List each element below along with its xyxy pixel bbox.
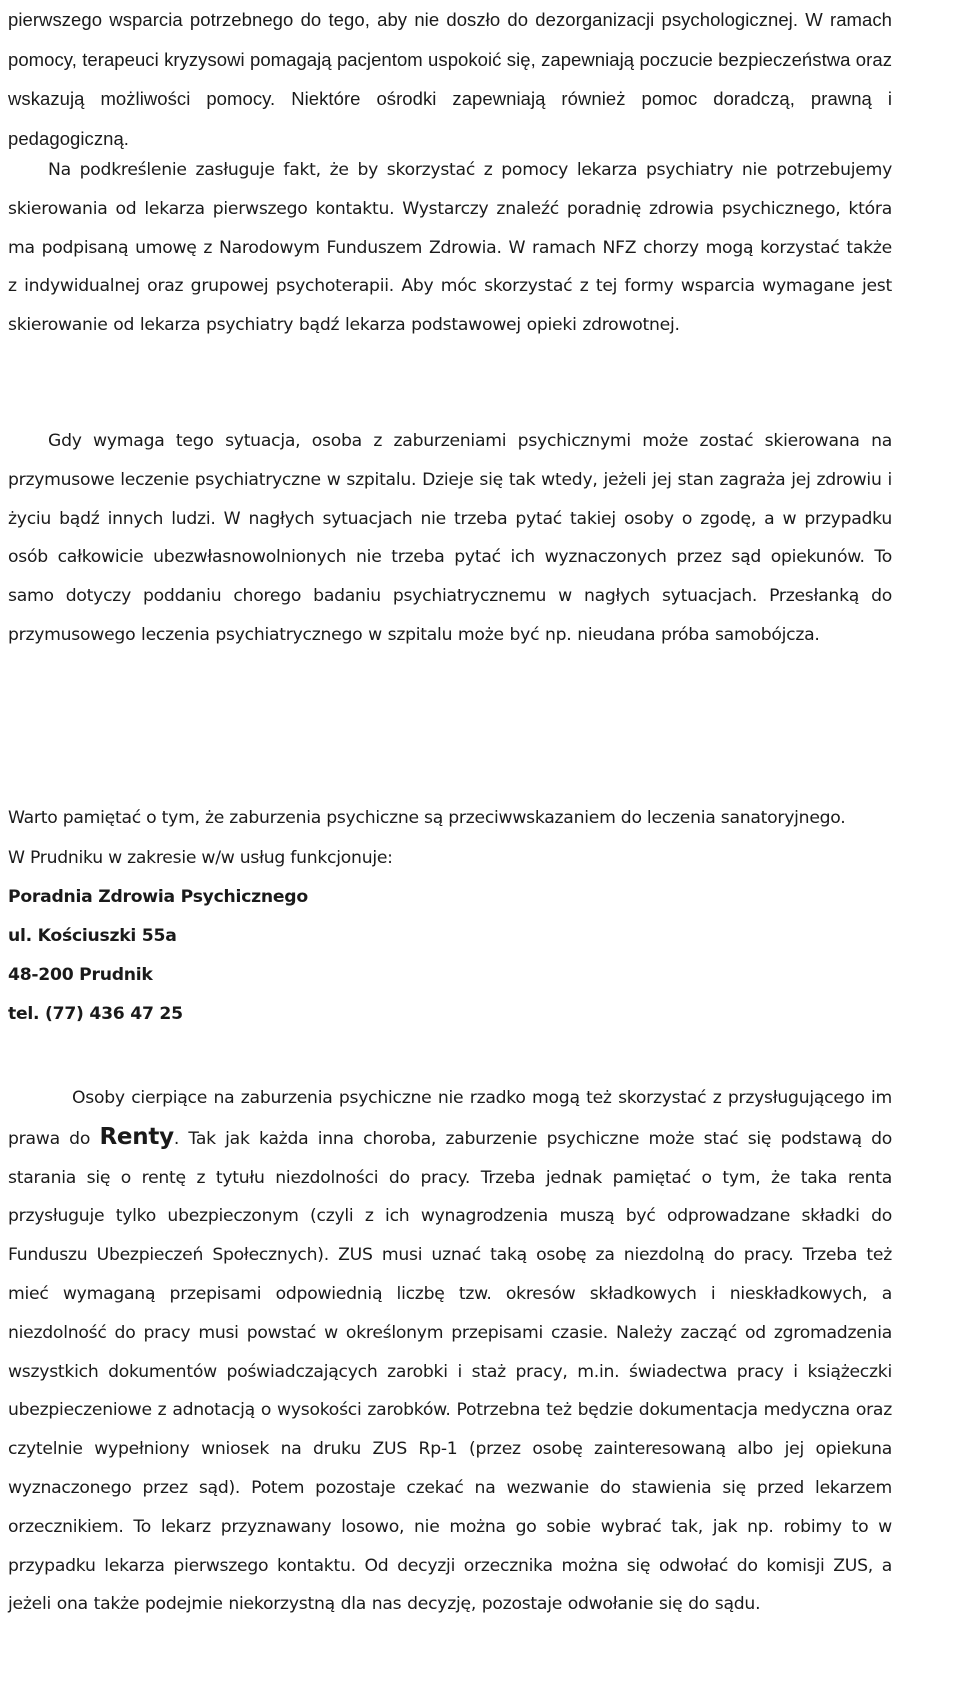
pension-text-after: . Tak jak każda inna choroba, zaburzenie psychiczne może stać się podstawą do starania się o rentę z tytułu niezdolności do pracy. Trzeba jednak pamiętać o tym, że taka renta przysługuje tylko ubezpieczonym (czyli z ich wynagrodzenia muszą być odprowadzane składki do Funduszu Ubezpieczeń Społecznych). ZUS musi uznać taką osobę za niezdolną do pracy. Trzeba też mieć wymaganą przepisami odpowiednią liczbę tzw. okresów składkowych i nieskładkowych, a niezdolność do pracy musi powstać w określonym przepisami czasie. Należy zacząć od zgromadzenia wszystkich dokumentów poświadczających zarobki i staż pracy, m.in. świadectwa pracy i książeczki ubezpieczeniowe z adnotacją o wysokości zarobków. Potrzebna też będzie dokumentacja medyczna oraz czytelnie wypełniony wniosek na druku ZUS Rp-1 (przez osobę zainteresowaną albo jej opiekuna wyznaczonego przez sąd). Potem pozostaje czekać na wezwanie do stawienia się przed lekarzem orzecznikiem. To lekarz przyznawany losowo, nie można go sobie wybrać tak, jak np. robimy to w przypadku lekarza pierwszego kontaktu. Od decyzji orzecznika można się odwołać do komisji ZUS, a jeżeli ona także podejmie niekorzystną dla nas decyzję, pozostaje odwołanie się do sądu.: [8, 1128, 892, 1615]
pension-text-before: Osoby cierpiące na zaburzenia psychiczne nie rzadko mogą też skorzystać z przysługującego im prawa do: [8, 1088, 892, 1149]
address-city: 48-200 Prudnik: [8, 965, 153, 985]
paragraph-crisis-help: pierwszego wsparcia potrzebnego do tego, aby nie doszło do dezorganizacji psychologicznej. W ramach pomocy, terapeuci kryzysowi pomagają pacjentom uspokoić się, zapewniają poczucie bezpieczeństwa oraz wskazują możliwości pomocy. Niektóre ośrodki zapewniają również pomoc doradczą, prawną i pedagogiczną.: [8, 9, 892, 149]
paragraph-psychiatrist-referral: Na podkreślenie zasługuje fakt, że by skorzystać z pomocy lekarza psychiatry nie potrzebujemy skierowania od lekarza pierwszego kontaktu. Wystarczy znaleźć poradnię zdrowia psychicznego, która ma podpisaną umowę z Narodowym Funduszem Zdrowia. W ramach NFZ chorzy mogą korzystać także z indywidualnej oraz grupowej psychoterapii. Aby móc skorzystać z tej formy wsparcia wymagane jest skierowanie od lekarza psychiatry bądź lekarza podstawowej opieki zdrowotnej.: [8, 160, 892, 336]
address-street: ul. Kościuszki 55a: [8, 926, 177, 946]
paragraph-prudnik-services: W Prudniku w zakresie w/w usług funkcjonuje:: [8, 848, 393, 868]
paragraph-compulsory-treatment: Gdy wymaga tego sytuacja, osoba z zaburzeniami psychicznymi może zostać skierowana na przymusowe leczenie psychiatryczne w szpitalu. Dzieje się tak wtedy, jeżeli jej stan zagraża jej zdrowiu i życiu bądź innych ludzi. W nagłych sytuacjach nie trzeba pytać takiej osoby o zgodę, a w przypadku osób całkowicie ubezwłasnowolnionych nie trzeba pytać ich wyznaczonych przez sąd opiekunów. To samo dotyczy poddaniu chorego badaniu psychiatrycznemu w nagłych sytuacjach. Przesłanką do przymusowego leczenia psychiatrycznego w szpitalu może być np. nieudana próba samobójcza.: [8, 431, 892, 645]
paragraph-disability-pension: [8, 1079, 892, 1624]
address-clinic-name: Poradnia Zdrowia Psychicznego: [8, 887, 308, 907]
pension-emphasis: Renty: [99, 1123, 174, 1150]
address-phone: tel. (77) 436 47 25: [8, 1004, 183, 1024]
paragraph-sanatorium-note: Warto pamiętać o tym, że zaburzenia psychiczne są przeciwwskazaniem do leczenia sanatoryjnego.: [8, 808, 846, 828]
